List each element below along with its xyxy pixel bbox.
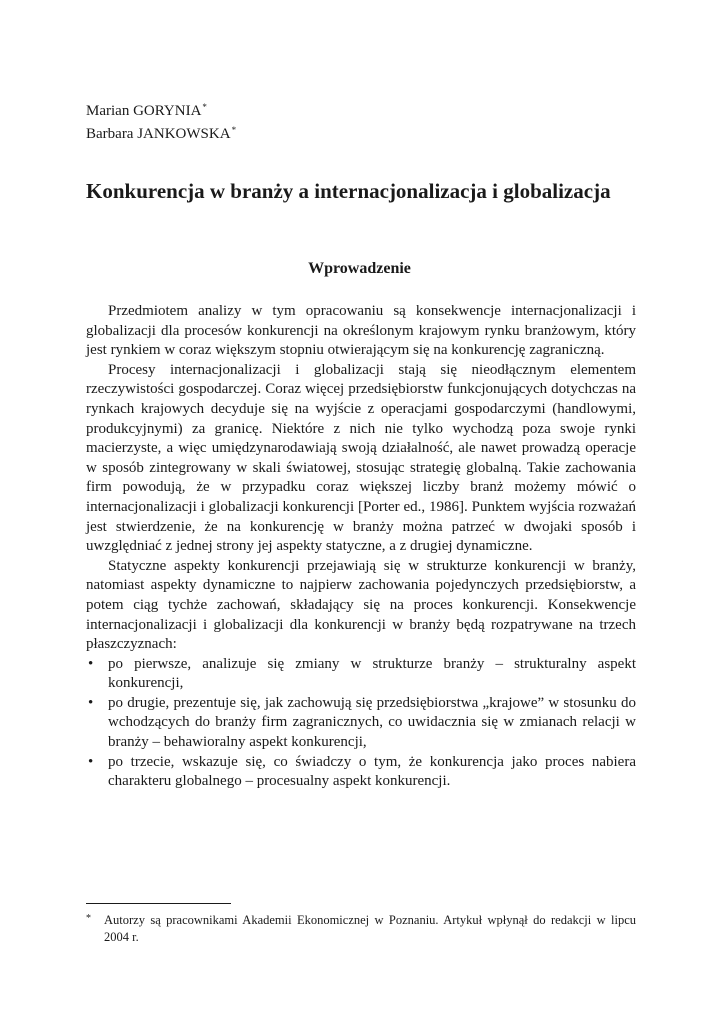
bullet-item [86, 655, 636, 694]
author-line [86, 98, 236, 121]
bullet-text: po pierwsze, analizuje się zmiany w strukturze branży – strukturalny aspekt konkurencji, [108, 655, 636, 692]
author-name: Barbara JANKOWSKA [86, 126, 231, 142]
bullet-icon: • [88, 753, 94, 770]
author-footnote-mark: * [231, 125, 237, 135]
author-footnote-mark: * [202, 102, 207, 112]
paragraph: Procesy internacjonalizacji i globalizacji stają się nieodłącznym elementem rzeczywistości gospodarczej. Coraz więcej przedsiębiorstw funkcjonujących dotychczas na rynkach krajowych decyduje się na wyjście z operacjami gospodarczymi (handlowymi, produkcyjnymi) za granicę. Niektóre z nich nie tylko wychodzą poza swoje rynki macierzyste, a więc umiędzynarodawiają swoją działalność, ale nawet prowadzą operacje w sposób zintegrowany w skali światowej, stosując strategię globalną. Takie zachowania firm powodują, że w przypadku coraz większej liczby branż możemy mówić o internacjonalizacji i globalizacji konkurencji [Porter ed., 1986]. Punktem wyjścia rozważań jest stwierdzenie, że na konkurencję w branży można patrzeć w dwojaki sposób i uwzględniać z jednej strony jej aspekty statyczne, a z drugiej dynamiczne. [86, 361, 636, 555]
footnote [86, 912, 636, 946]
bullet-item [86, 694, 636, 753]
paper-title: Konkurencja w branży a internacjonalizacja i globalizacja [86, 179, 611, 203]
bullet-icon: • [88, 694, 94, 711]
footnote-mark: * [86, 913, 91, 924]
footnote-text: Autorzy są pracownikami Akademii Ekonomicznej w Poznaniu. Artykuł wpłynął do redakcji w lipcu 2004 r. [104, 913, 636, 944]
bullet-text: po trzecie, wskazuje się, co świadczy o tym, że konkurencja jako proces nabiera charakteru globalnego – procesualny aspekt konkurencji. [108, 753, 636, 790]
body-text [86, 302, 636, 792]
section-heading: Wprowadzenie [308, 260, 411, 277]
paragraph: Statyczne aspekty konkurencji przejawiają się w strukturze konkurencji w branży, natomiast aspekty dynamiczne to najpierw zachowania pojedynczych przedsiębiorstw, a potem ciąg tychże zachowań, składający się na proces konkurencji. Konsekwencje internacjonalizacji i globalizacji dla konkurencji w branży będą rozpatrywane na trzech płaszczyznach: [86, 557, 636, 653]
paragraph: Przedmiotem analizy w tym opracowaniu są konsekwencje internacjonalizacji i globalizacji dla procesów konkurencji na określonym krajowym rynku branżowym, który jest rynkiem w coraz większym stopniu otwierającym się na konkurencję zagraniczną. [86, 303, 636, 359]
bullet-list [86, 655, 636, 792]
author-list [86, 98, 236, 144]
bullet-icon: • [88, 655, 94, 672]
bullet-item [86, 753, 636, 792]
bullet-text: po drugie, prezentuje się, jak zachowują się przedsiębiorstwa „krajowe” w stosunku do wchodzących do branży firm zagranicznych, co uwidacznia się w zmianach relacji w branży – behawioralny aspekt konkurencji, [108, 694, 636, 751]
footnote-divider [86, 903, 231, 904]
author-name: Marian GORYNIA [86, 103, 202, 119]
author-line [86, 121, 236, 144]
